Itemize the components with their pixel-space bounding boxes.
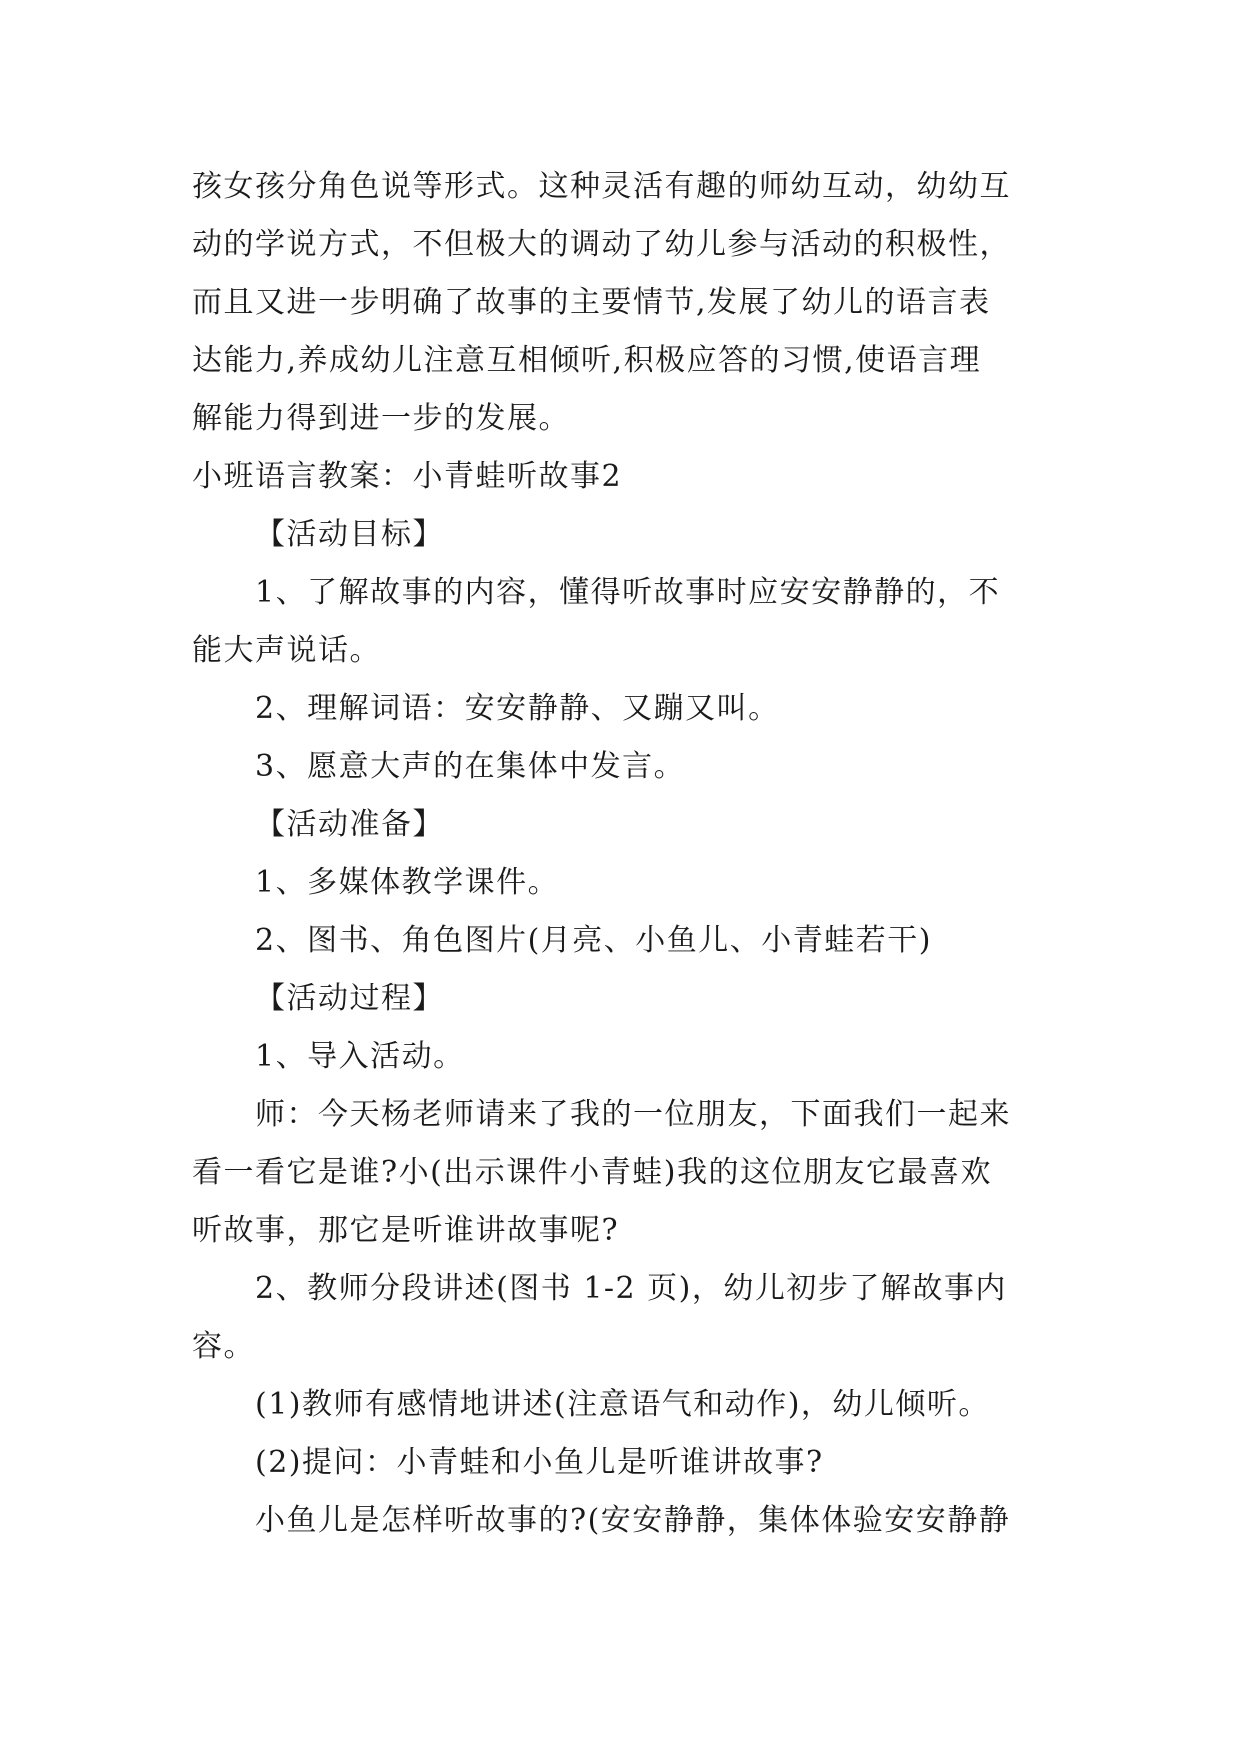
teacher-speech-line: 看一看它是谁?小(出示课件小青蛙)我的这位朋友它最喜欢 (192, 1155, 992, 1190)
goals-heading: 【活动目标】 (255, 517, 444, 552)
process-heading: 【活动过程】 (255, 981, 444, 1016)
prep-item: 2、图书、角色图片(月亮、小鱼儿、小青蛙若干) (255, 923, 932, 958)
prep-item: 1、多媒体教学课件。 (255, 865, 560, 900)
goal-item: 2、理解词语：安安静静、又蹦又叫。 (255, 691, 780, 726)
lesson-title: 小班语言教案：小青蛙听故事2 (192, 459, 623, 494)
goal-item: 1、了解故事的内容，懂得听故事时应安安静静的，不 (255, 575, 1001, 610)
paragraph-line: 动的学说方式，不但极大的调动了幼儿参与活动的积极性， (192, 227, 1011, 262)
sub-step-question: 小鱼儿是怎样听故事的?(安安静静，集体体验安安静静 (255, 1503, 1011, 1538)
process-step: 1、导入活动。 (255, 1039, 465, 1074)
paragraph-line: 解能力得到进一步的发展。 (192, 401, 570, 436)
paragraph-line: 而且又进一步明确了故事的主要情节,发展了幼儿的语言表 (192, 285, 991, 320)
teacher-speech-line: 师：今天杨老师请来了我的一位朋友，下面我们一起来 (255, 1097, 1011, 1132)
paragraph-line: 孩女孩分角色说等形式。这种灵活有趣的师幼互动，幼幼互 (192, 169, 1011, 204)
document-body (192, 158, 1057, 1550)
process-step-continuation: 容。 (192, 1329, 255, 1364)
goal-item-continuation: 能大声说话。 (192, 633, 381, 668)
sub-step: (1)教师有感情地讲述(注意语气和动作)，幼儿倾听。 (255, 1387, 990, 1422)
process-step: 2、教师分段讲述(图书 1-2 页)，幼儿初步了解故事内 (255, 1271, 1007, 1306)
paragraph-line: 达能力,养成幼儿注意互相倾听,积极应答的习惯,使语言理 (192, 343, 982, 378)
teacher-speech-line: 听故事，那它是听谁讲故事呢? (192, 1213, 620, 1248)
goal-item: 3、愿意大声的在集体中发言。 (255, 749, 686, 784)
prep-heading: 【活动准备】 (255, 807, 444, 842)
sub-step: (2)提问：小青蛙和小鱼儿是听谁讲故事? (255, 1445, 824, 1480)
